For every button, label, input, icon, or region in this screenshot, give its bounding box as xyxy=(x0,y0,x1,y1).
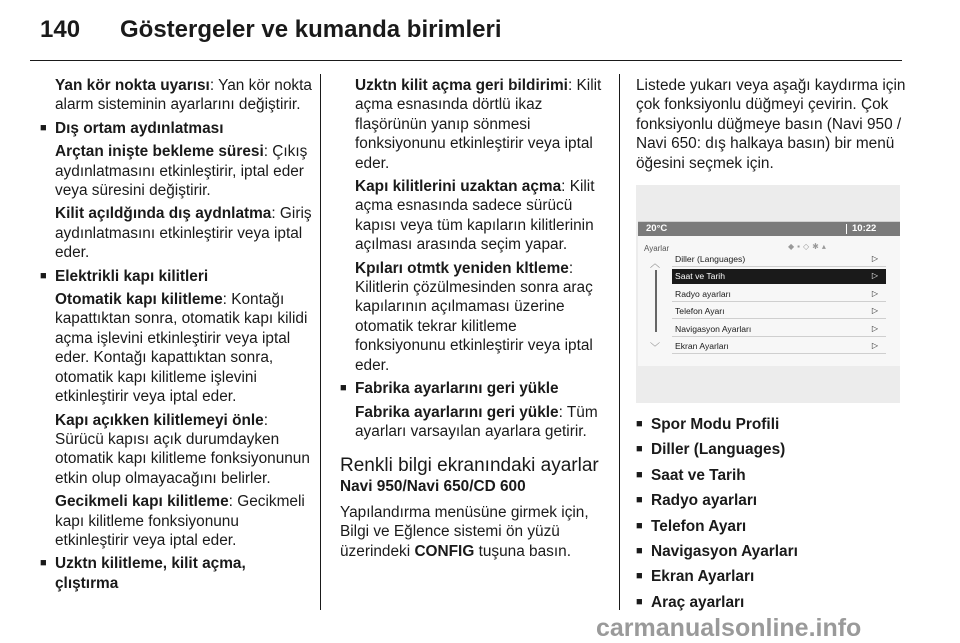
menu-list-label: Saat ve Tarih xyxy=(651,466,746,484)
settings-screen-figure xyxy=(636,185,900,403)
screen-menu-label: Navigasyon Ayarları xyxy=(675,323,752,334)
column-2 xyxy=(340,76,608,565)
setting-text: : Kilitlerin çözülmesinden sonra araç kapılarının açılmaması üzerine otomatik tekrar kilitleme fonksiyonunu etkinleştirir veya iptal eder. xyxy=(355,259,593,374)
section-bullet xyxy=(40,267,312,286)
setting-text: : Sürücü kapısı açık durumdayken otomatik kapı kilitleme fonksiyonunun etkin olup olmayacağını belirler. xyxy=(55,411,310,487)
menu-list-item xyxy=(636,466,908,485)
menu-list-item xyxy=(636,567,908,586)
setting-description xyxy=(40,76,312,115)
column-3 xyxy=(636,76,908,618)
scrollbar xyxy=(655,270,657,332)
chevron-right-icon: ▷ xyxy=(871,323,878,333)
scroll-up-icon: ︿ xyxy=(650,259,660,271)
column-divider xyxy=(320,74,321,610)
menu-list-item xyxy=(636,440,908,459)
menu-item-list xyxy=(636,415,908,612)
menu-list-item xyxy=(636,593,908,612)
chevron-right-icon: ▷ xyxy=(871,340,878,350)
setting-name: Gecikmeli kapı kilitleme xyxy=(55,493,229,511)
temperature-readout: 20°C xyxy=(646,223,668,235)
menu-list-label: Telefon Ayarı xyxy=(651,517,747,535)
screen-menu-item[interactable] xyxy=(672,269,886,284)
bullet-icon: ■ xyxy=(40,121,47,134)
chevron-right-icon: ▷ xyxy=(871,288,878,298)
screen-menu-label: Diller (Languages) xyxy=(675,254,746,265)
bullet-icon: ■ xyxy=(636,443,643,456)
screen-menu-label: Telefon Ayarı xyxy=(675,306,725,317)
bullet-icon: ■ xyxy=(636,545,643,558)
column-divider xyxy=(619,74,620,610)
setting-description xyxy=(340,403,608,442)
section-title: Renkli bilgi ekranındaki ayarlar xyxy=(340,455,599,477)
setting-text: : Kontağı kapattıktan sonra, otomatik kapı kilidi açma işlevini etkinleştirir veya iptal eder. Kontağı kapattıktan sonra, otomatik kapı kilitleme işlevini etkinleştirir veya iptal eder. xyxy=(55,291,308,406)
bullet-icon: ■ xyxy=(636,494,643,507)
setting-description xyxy=(40,290,312,406)
bullet-icon: ■ xyxy=(636,570,643,583)
setting-description xyxy=(40,492,312,550)
setting-text: : Giriş aydınlatmasını etkinleştirir veya iptal eder. xyxy=(55,205,312,262)
bullet-icon: ■ xyxy=(40,557,47,570)
bullet-label: Elektrikli kapı kilitleri xyxy=(55,267,209,285)
scroll-down-icon: ﹀ xyxy=(650,343,660,355)
menu-list-label: Araç ayarları xyxy=(651,593,745,611)
setting-description xyxy=(340,259,608,375)
page-title: Göstergeler ve kumanda birimleri xyxy=(120,16,502,43)
bullet-label: Fabrika ayarlarını geri yükle xyxy=(355,380,559,398)
menu-list-label: Navigasyon Ayarları xyxy=(651,543,798,561)
settings-screen xyxy=(638,221,900,366)
chevron-right-icon: ▷ xyxy=(871,271,878,281)
menu-list-label: Radyo ayarları xyxy=(651,492,758,510)
menu-list-label: Ekran Ayarları xyxy=(651,568,755,586)
screen-menu-item[interactable] xyxy=(672,304,886,319)
setting-description xyxy=(40,204,312,262)
screen-menu-item[interactable] xyxy=(672,287,886,302)
setting-name: Yan kör nokta uyarısı xyxy=(55,77,210,94)
setting-description xyxy=(340,76,608,173)
menu-list-label: Diller (Languages) xyxy=(651,441,786,459)
column-1 xyxy=(40,76,312,597)
menu-list-item xyxy=(636,415,908,434)
menu-list-item xyxy=(636,517,908,536)
page-header xyxy=(30,14,902,61)
menu-list-item xyxy=(636,542,908,561)
setting-text: : Tüm ayarları varsayılan ayarlara getirir. xyxy=(355,403,598,440)
screen-menu-item[interactable] xyxy=(672,252,886,267)
chevron-right-icon: ▷ xyxy=(871,306,878,316)
setting-description xyxy=(340,177,608,255)
page-number: 140 xyxy=(40,16,81,43)
config-instruction: Yapılandırma menüsüne girmek için, Bilgi ve Eğlence sistemi ön yüzü üzerindeki CONFIG tuşuna basın. xyxy=(340,503,589,560)
status-icons: ◆▪◇✱▴ xyxy=(788,242,829,252)
bullet-icon: ■ xyxy=(40,269,47,282)
screen-title: Ayarlar xyxy=(644,244,670,254)
bullet-icon: ■ xyxy=(636,468,643,481)
bullet-icon: ■ xyxy=(636,418,643,431)
setting-name: Uzktn kilit açma geri bildirimi xyxy=(355,77,568,94)
setting-text: : Yan kör nokta alarm sisteminin ayarlarını değiştirir. xyxy=(55,77,312,114)
setting-name: Kpıları otmtk yeniden kltleme xyxy=(355,259,569,277)
setting-name: Arçtan inişte bekleme süresi xyxy=(55,143,264,161)
status-bar xyxy=(638,222,900,236)
setting-name: Kapı açıkken kilitlemeyi önle xyxy=(55,411,264,429)
screen-menu-label: Radyo ayarları xyxy=(675,288,731,299)
setting-name: Fabrika ayarlarını geri yükle xyxy=(355,403,559,421)
setting-text: : Gecikmeli kapı kilitleme fonksiyonunu etkinleştirir veya iptal eder. xyxy=(55,493,305,549)
screen-menu-item[interactable] xyxy=(672,339,886,354)
bullet-label: Dış ortam aydınlatması xyxy=(55,119,224,137)
bullet-icon: ■ xyxy=(340,382,347,395)
setting-name: Otomatik kapı kilitleme xyxy=(55,291,223,309)
setting-description xyxy=(40,142,312,200)
screen-menu-label: Ekran Ayarları xyxy=(675,340,729,351)
settings-menu-list xyxy=(672,252,886,356)
setting-name: Kapı kilitlerini uzaktan açma xyxy=(355,178,562,196)
subsection-title: Navi 950/Navi 650/CD 600 xyxy=(340,478,526,496)
status-divider xyxy=(846,224,847,234)
intro-paragraph: Listede yukarı veya aşağı kaydırma için çok fonksiyonlu düğmeyi çevirin. Çok fonksiyonlu düğmeye basın (Navi 950 / Navi 650: dış halkaya basın) bir menü öğesini seçmek için. xyxy=(636,77,906,172)
screen-menu-label: Saat ve Tarih xyxy=(675,271,726,282)
section-bullet xyxy=(40,119,312,138)
setting-text: : Kilit açma esnasında sadece sürücü kapısı veya tüm kapıların kilitlerinin açılması arasında seçim yapar. xyxy=(355,178,595,254)
bullet-icon: ■ xyxy=(636,519,643,532)
section-bullet xyxy=(40,554,312,593)
bullet-icon: ■ xyxy=(636,595,643,608)
chevron-right-icon: ▷ xyxy=(871,254,878,264)
clock-readout: 10:22 xyxy=(852,223,877,235)
screen-menu-item[interactable] xyxy=(672,322,886,337)
watermark: carmanualsonline.info xyxy=(596,614,862,642)
setting-name: Kilit açıldğında dış aydnlatma xyxy=(55,205,272,223)
config-key-label: CONFIG xyxy=(414,542,475,560)
setting-text: : Çıkış aydınlatmasını etkinleştirir, iptal eder veya süresini değiştirir. xyxy=(55,143,308,200)
setting-text: : Kilit açma esnasında dörtlü ikaz flaşörünün yanıp sönmesi fonksiyonunu etkinleştirir veya iptal eder. xyxy=(355,77,602,172)
menu-list-label: Spor Modu Profili xyxy=(651,416,780,434)
menu-list-item xyxy=(636,491,908,510)
section-bullet xyxy=(340,379,608,398)
setting-description xyxy=(40,411,312,489)
bullet-label: Uzktn kilitleme, kilit açma, çlıştırma xyxy=(55,555,246,592)
